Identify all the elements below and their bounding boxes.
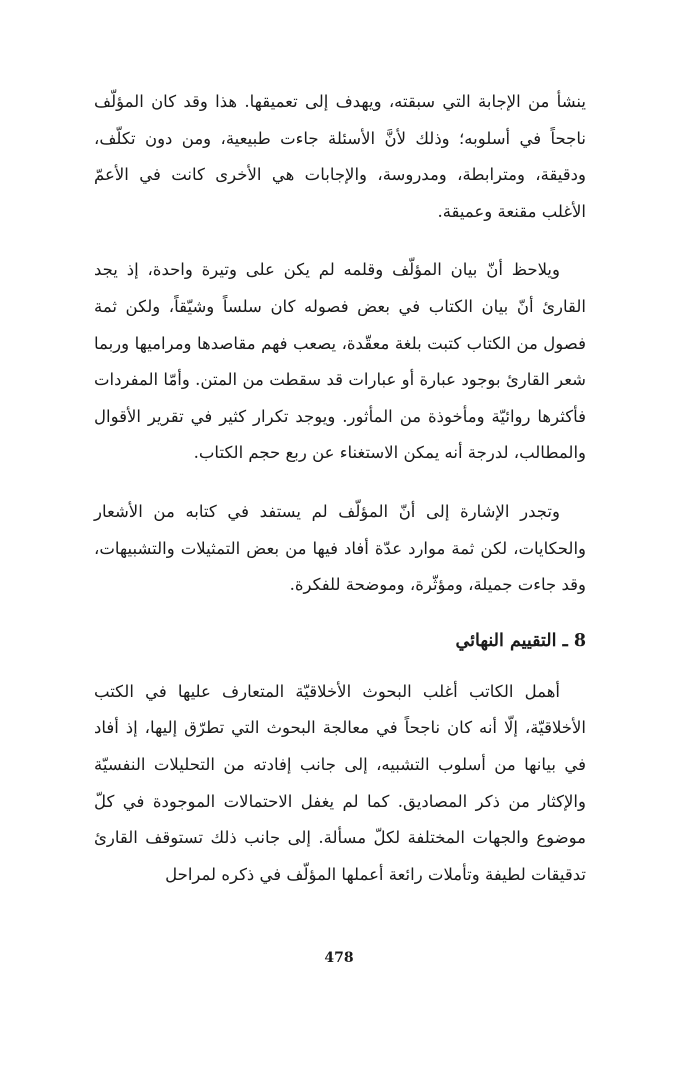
body-text [94,84,586,915]
page-number: 478 [324,950,354,966]
section-heading: 8 ـ التقييم النهائي [455,630,586,651]
paragraph-poetry-analogies: وتجدر الإشارة إلى أنّ المؤلّف لم يستفد في كتابه من الأشعار والحكايات، لكن ثمة موارد عدّة أفاد فيها من بعض التمثيلات والتشبيهات، وقد جاءت جميلة، ومؤثّرة، وموضحة للفكرة. [94,501,586,595]
paragraph-final-evaluation: أهمل الكاتب أغلب البحوث الأخلاقيّة المتعارف عليها في الكتب الأخلاقيّة، إلّا أنه كان ناجحاً في معالجة البحوث التي تطرّق إليها، إذ أفاد في بيانها من أسلوب التشبيه، إلى جانب إفادته من التحليلات النفسيّة والإكثار من ذكر المصاديق. كما لم يغفل الاحتمالات الموجودة في كلّ موضوع والجهات المختلفة لكلّ مسألة. إلى جانب ذلك تستوقف القارئ تدقيقات لطيفة وتأملات رائعة أعملها المؤلّف في ذكره لمراحل [94,681,586,884]
paragraph-style-critique: ويلاحظ أنّ بيان المؤلّف وقلمه لم يكن على وتيرة واحدة، إذ يجد القارئ أنّ بيان الكتاب في بعض فصوله كان سلساً وشيّقاً، ولكن ثمة فصول من الكتاب كتبت بلغة معقّدة، يصعب فهم مقاصدها ومراميها وربما شعر القارئ بوجود عبارة أو عبارات قد سقطت من المتن. وأمّا المفردات فأكثرها روائيّة ومأخوذة من المأثور. ويوجد تكرار كثير في تقرير الأقوال والمطالب، لدرجة أنه يمكن الاستغناء عن ربع حجم الكتاب. [94,260,586,463]
paragraph-continuation: ينشأ من الإجابة التي سبقته، ويهدف إلى تعميقها. هذا وقد كان المؤلّف ناجحاً في أسلوبه؛ وذلك لأنَّ الأسئلة جاءت طبيعية، ومن دون تكلّف، ودقيقة، ومترابطة، ومدروسة، والإجابات هي الأخرى كانت في الأعمّ الأغلب مقنعة وعميقة. [94,92,586,221]
